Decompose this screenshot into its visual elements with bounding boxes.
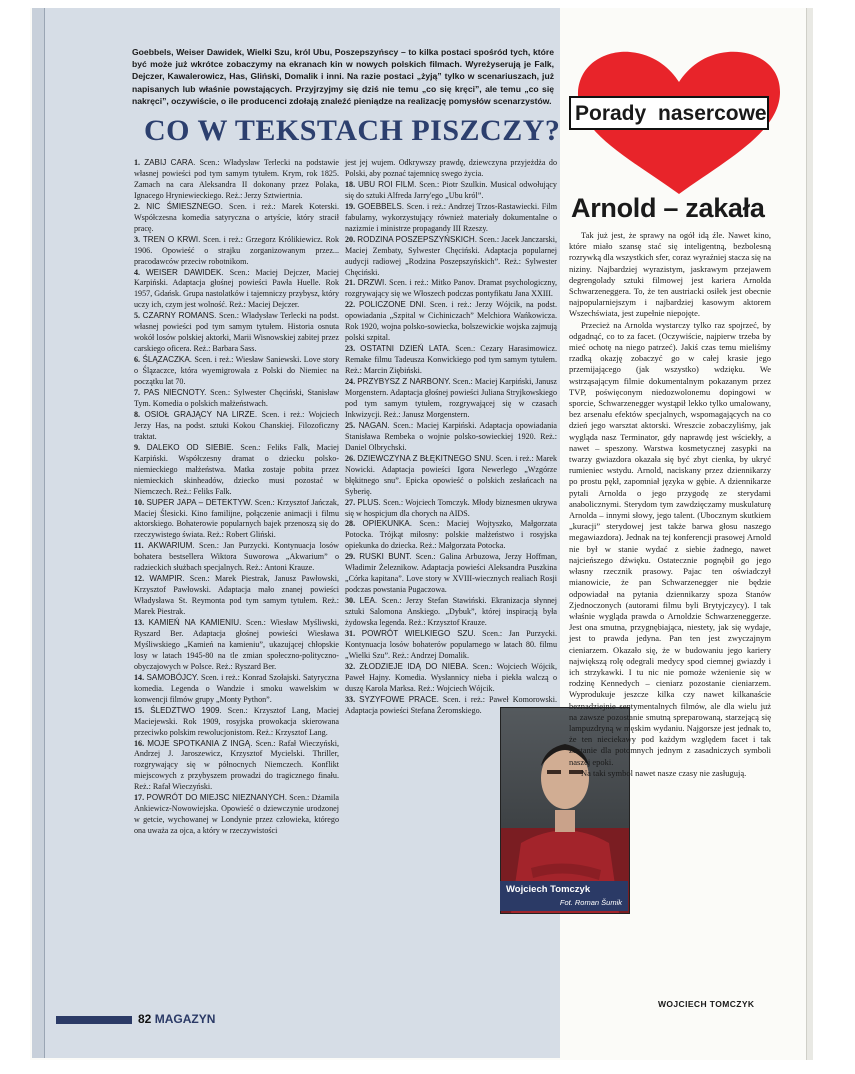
entry-number: 11. [134, 541, 149, 551]
entry-title: AKWARIUM. [148, 541, 195, 551]
entry-body: Scen. i reż.: Andrzej Trzos-Rastawiecki. Film fabularny, wykorzystujący również materiały dokumentalne o nazizmie i ministrze propagandy III Rzeszy. [345, 201, 557, 233]
entry-body: Scen.: Maciej Karpiński, Janusz Morgenstern. Adaptacja głośnej powieści Juliana Stryjkowskiego pod tym samym tytułem, rozgrywającej się w czasach Inkwizycji. Reż.: Janusz Morgenstern. [345, 377, 558, 419]
column-paragraph: Na taki symbol nawet nasze czasy nie zasługują. [581, 767, 747, 778]
entry-body: Scen.: Maciej Karpiński. Adaptacja opowiadania Stanisława Rembeka o wojnie polsko-sowieckiej 1920. Reż.: Daniel Olbrychski. [345, 420, 557, 452]
entry-number: 4. [134, 267, 146, 277]
entry-title: RODZINA POSZEPSZYŃSKICH. [357, 234, 477, 244]
entry-body: Scen.: Cezary Harasimowicz. Remake filmu Tadeusza Konwickiego pod tym samym tytułem. Reż.: Marcin Ziębiński. [345, 344, 558, 376]
entry-number: 2. [134, 201, 147, 211]
article-headline: CO W TEKSTACH PISZCZY? [144, 114, 561, 147]
entry-title: POLICZONE DNI. [358, 300, 426, 310]
film-entry [134, 673, 339, 706]
film-entry [345, 629, 557, 662]
entry-title: UBU ROI FILM. [357, 179, 417, 189]
entry-number: 27. [345, 497, 358, 507]
film-entry [134, 793, 339, 837]
entry-body: Scen. i reż.: Paweł Komorowski. Adaptacja powieści Stefana Żeromskiego. [345, 694, 557, 715]
entry-number: 7. [134, 388, 144, 398]
entry-number: 17. [134, 793, 147, 803]
entry-number: 8. [134, 409, 145, 419]
entry-title: SAMOBÓJCY. [146, 672, 199, 682]
entry-body: Scen. i reż.: Grzegorz Królikiewicz. Rok 1906. Opowieść o strajku zorganizowanym przez... pracodawców przeciw robotnikom. [134, 234, 340, 266]
entry-title: PRZYBYSZ Z NARBONY. [357, 377, 451, 387]
entry-number: 10. [134, 497, 147, 507]
entry-title: OSTATNI DZIEŃ LATA. [360, 344, 451, 354]
entry-number: 31. [345, 628, 362, 638]
entry-body: Scen.: Maciej Dejczer, Maciej Karpiński. Adaptacja głośnej powieści Pawła Huelle. Rok 1957, Gdańsk. Grupa nastolatków i tajemniczy przybysz, który uczy ich, czym jest wolność. Reż.: Maciej Dejczer. [134, 267, 339, 310]
entry-title: TREN O KRWI. [142, 234, 201, 244]
entry-body: Scen. i reż.: Konrad Szołajski. Satyryczna komedia. Legenda o Wandzie i smoku wawelskim w konwencji filmów grupy „Monty Python”. [134, 672, 339, 704]
entry-body: Scen.: Władysław Terlecki na podstawie własnej powieści pod tym samym tytułem. Krym, rok 1825. Zamach na cara Aleksandra II dokonany przez Polaka, Ignacego Hryniewieckiego. Reż.: Jerzy Sztwiertnia. [134, 158, 340, 200]
entry-number: 22. [345, 300, 359, 310]
entry-number: 33. [345, 694, 360, 704]
film-entry [134, 311, 339, 355]
film-entry [345, 454, 557, 498]
column-label-word-1: Porady [575, 102, 647, 125]
page-footer [138, 1012, 215, 1026]
entry-number: 1. [134, 158, 145, 167]
column-body [569, 230, 771, 779]
film-entry [134, 706, 339, 739]
page-edge [806, 8, 813, 1060]
entry-body: Scen.: Marek Piestrak, Janusz Pawłowski, Krzysztof Pawłowski. Adaptacja mało znanej powieści Władysława St. Reymonta pod tym samym tytułem. Reż.: Marek Piestrak. [134, 574, 339, 617]
entry-title: ŚLEDZTWO 1909. [150, 705, 222, 715]
entry-title: SUPER JAPA – DETEKTYW. [146, 497, 253, 507]
entry-body: Scen.: Piotr Szulkin. Musical odwołujący się do sztuki Alfreda Jarry'ego „Ubu król”. [345, 179, 557, 200]
film-entry [345, 596, 557, 629]
entry-number: 19. [345, 201, 358, 211]
entry-title: KAMIEŃ NA KAMIENIU. [148, 618, 242, 628]
entry-number: 12. [134, 574, 150, 584]
entry-body: Scen.: Jacek Janczarski, Maciej Zembaty, Sylwester Chęciński. Adaptacja popularnej audycji radiowej „Rodzina Poszepszyńskich”. Reż.: Sylwester Chęciński. [345, 234, 557, 277]
entry-body: Scen.: Jerzy Stefan Stawiński. Ekranizacja słynnej sztuki Salomona Anskiego. „Dybuk”, której inspiracją była żydowska legenda. Reż.: Krzysztof Krauze. [345, 596, 557, 628]
photo-credit: Fot. Roman Šumik [559, 898, 622, 907]
entry-number: 24. [345, 377, 358, 387]
film-entry [345, 158, 557, 180]
entry-body: Scen. i reż.: Wiesław Saniewski. Love story o Ślązaczce, która wyemigrowała z Polski do Niemiec na początku lat 70. [134, 355, 340, 387]
entry-title: OSIOŁ GRAJĄCY NA LIRZE. [144, 409, 258, 419]
entry-title: ŚLĄZACZKA. [142, 355, 192, 365]
film-entry [134, 410, 339, 443]
entry-title: POWRÓT WIELKIEGO SZU. [361, 628, 476, 638]
entry-title: WEISER DAWIDEK. [145, 267, 224, 277]
entry-body: Scen. i reż.: Marek Koterski. Współczesna komedia satyryczna o artyście, który stracił pracę. [134, 201, 339, 233]
entry-body: jest jej wujem. Odkrywszy prawdę, dziewczyna przyjeżdża do Polski, aby poznać tajemnicę swego życia. [345, 158, 557, 178]
entry-body: Scen.: Wiesław Myśliwski, Ryszard Ber. Adaptacja głośnej powieści Wiesława Myśliwskiego „Kamień na kamieniu”, ukazującej chłopskie losy w latach 1945-80 na tle zmian społeczno-polityczno-obyczajowych w Polsce. Reż.: Ryszard Ber. [134, 618, 340, 671]
entry-title: ZABIJ CARA. [144, 158, 196, 167]
entry-number: 32. [345, 661, 360, 671]
entry-title: OPIEKUNKA. [362, 519, 412, 529]
entry-title: GOEBBELS. [357, 201, 405, 211]
entry-title: ZŁODZIEJE IDĄ DO NIEBA. [359, 661, 469, 671]
entry-title: DRZWI. [357, 278, 387, 288]
film-entry [345, 662, 557, 695]
film-entry [345, 344, 557, 377]
film-entry [345, 377, 557, 421]
left-brow-shape [547, 770, 561, 774]
page-gutter [32, 8, 45, 1058]
entry-title: CZARNY ROMANS. [142, 311, 217, 321]
entry-title: DZIEWCZYNA Z BŁĘKITNEGO SNU. [357, 453, 494, 463]
entry-number: 28. [345, 519, 363, 529]
entry-body: Scen. i reż.: Jerzy Wójcik, na podst. opowiadania „Szpital w Cichiniczach” Melchiora Wańkowicza. Rok 1920, wojna polsko-sowiecka, bolszewickie wojska zajmują polski szpital. [345, 300, 557, 343]
film-entry [345, 235, 557, 279]
entry-title: POWRÓT DO MIEJSC NIEZNANYCH. [146, 793, 287, 803]
page-number: 82 [138, 1012, 152, 1026]
entry-body: Scen.: Feliks Falk, Maciej Karpiński. Współczesny dramat o dziecku polsko-niemieckiego małżeństwa. Matka zostaje pobita przez niemieckich skinheadów, dziecko musi pozostać w Niemczech. Reż.: Feliks Falk. [134, 442, 339, 496]
entry-number: 26. [345, 453, 358, 463]
film-entry [345, 421, 557, 454]
magazine-name: MAGAZYN [154, 1012, 216, 1026]
film-entry [345, 278, 557, 300]
article-column-1 [134, 158, 339, 837]
entry-number: 16. [134, 738, 148, 748]
column-paragraph: Przecież na Arnolda wystarczy tylko raz spojrzeć, by odgadnąć, co to za facet. (Oczywiście, najpierw trzeba by mieć ochotę na niego patrzeć). Jakiś czas temu mieliśmy rzadką okazję zobaczyć go w całej krasie jego przemijającego (jak wszystko) wdzięku. We wstrząsającym filmie dokumentalnym pokazanym przez TVP, poświęconym niedozwolonemu dopingowi w sporcie, Schwarzenegger wystąpił lekko tylko umalowany, bez arsenału efektów specjalnych, wspomagających na co dzień jego warsztat aktorski. Wreszcie zobaczyliśmy, jak wygląda nasz Terminator, gdy naprawdę jest wściekły, a nawet – speszony. Warstwa kosmetycznej zasypki na twarzy gwiazdora okazała się być zbyt cienka, by ukryć rumieniec wstydu. Arnold, naciskany przez dziennikarzy po prostu pękł, zapomniał języka w gębie. A dziennikarze pytali Arnolda o jego przygodę ze sterydami anabolicznymi. Sterydom tym zawdzięczamy muskulaturę Arnolda – innymi słowy, jego talent. (Ubocznym skutkiem „kuracji” sterydowej jest także barwa głosu naszego megawiazdora). Jednak na tej konferencji prasowej Arnold nie był w stanie wydać z siebie żadnego, nawet najcieńszego dźwięku. Ostatecznie pognębił go jego własny rzecznik prasowy. Pajac ten oświadczył mianowicie, że pan Schwarzenegger nie będzie odpowiadał na pytania dziennikarzy spoza Stanów Zjednoczonych (autorami filmu byli Brytyjczycy). I tak właśnie wygląda prawda o Arnoldzie Schwarzeneggerze. Jest ona smutna, przygnębiająca, niestety, jak się wydaje, jest to prawda jedyna. Pan ten jest zwyczajnym cieniarzem. Okazało się, że w budowaniu jego kariery największą rolę odegrali medycy spod ciemnej gwiazdy i ich strzykawki. I tu nic nie pomoże wżenienie się w rodzinę Kennedych – cieniarz pozostanie cieniarzem. Wyprodukuje jeszcze kilka czy nawet kilkanaście beznadziejnie sentymentalnych filmów, ale dla wielu już na zawsze pozostanie smutną spreparowaną, starzejącą się lampuzdryną w męskim wydaniu. Najgorsze jest jednak to, że ten nieciekawy pod każdym względem facet i tak zostanie dla potomnych jednym z zasadniczych symboli naszej epoki. [569, 319, 771, 767]
entry-number: 29. [345, 552, 360, 562]
film-entry [345, 300, 557, 344]
entry-body: Scen.: Jan Purzycki. Kontynuacja losów bohaterów popularnego w latach 80. filmu „Wielki Szu”. Reż.: Andrzej Domalik. [345, 628, 557, 660]
entry-number: 30. [345, 596, 360, 606]
film-entry [134, 443, 339, 498]
footer-bar [56, 1016, 132, 1024]
entry-number: 25. [345, 420, 359, 430]
film-entry [345, 180, 557, 202]
film-entry [134, 202, 339, 235]
entry-title: RUSKI BUNT. [359, 552, 412, 562]
entry-number: 15. [134, 705, 151, 715]
entry-body: Scen.: Sylwester Chęciński, Stanisław Tym. Komedia o polskich małżeństwach. [134, 388, 340, 408]
column-paragraph: Tak już jest, że sprawy na ogół idą źle. Nawet kino, które miało szansę stać się inteligentną, bezbolesną rozrywką dla wszystkich sfer, coraz wyraźniej stacza się na niziny. Najbardziej wyrazistym, jaskrawym przejawem degrengolady sztuki filmowej jest kariera Arnolda Schwarzeneggera. To, że ten austriacki osiłek jest obecnie najpopularniejszym i najbardziej kasowym aktorem Wszechświata, jest zupełnie niepojęte. [569, 230, 771, 319]
entry-title: PLUS. [357, 497, 381, 507]
entry-title: MOJE SPOTKANIA Z INGĄ. [147, 738, 253, 748]
entry-body: Scen.: Galina Arbuzowa, Jerzy Hoffman, Władimir Żeleznikow. Adaptacja powieści Aleksandra Puszkina „Córka kapitana”. Love story w XVIII-wiecznych realiach Rosji podczas powstania Pugaczowa. [345, 552, 557, 595]
photo-caption [500, 881, 628, 911]
neck-shape [555, 810, 575, 832]
entry-title: PAS NIECNOTY. [143, 388, 207, 398]
entry-title: WAMPIR. [149, 574, 185, 584]
entry-title: DALEKO OD SIEBIE. [146, 442, 234, 452]
photo-caption-name: Wojciech Tomczyk [506, 884, 591, 895]
film-entry [134, 739, 339, 794]
film-entry [134, 268, 339, 312]
entry-title: LEA. [359, 596, 378, 606]
film-entry [134, 498, 339, 542]
entry-number: 20. [345, 234, 358, 244]
entry-body: Scen.: Rafał Wieczyński, Andrzej J. Jaroszewicz, Krzysztof Mycielski. Thriller, rozgrywający się w północnych Niemczech. Konflikt miejscowych z przybyszem prowadzi do tragicznego finału. Reż.: Rafał Wieczyński. [134, 738, 339, 792]
film-entry [345, 519, 557, 552]
film-entry [134, 388, 339, 410]
entry-number: 23. [345, 344, 361, 354]
entry-body: Scen.: Maciej Wojtyszko, Małgorzata Potocka. Trójkąt miłosny: polskie małżeństwo i rosyjska opiekunka do dziecka. Reż.: Małgorzata Potocka. [345, 519, 558, 551]
entry-body: Scen.: Dżamila Ankiewicz-Nowowiejska. Opowieść o dziewczynie urodzonej w getcie, wychowanej w Londynie przez człowieka, którego ona uważa za ojca, a który w rzeczywistości [134, 793, 339, 836]
article-column-2 [345, 158, 557, 717]
entry-number: 5. [134, 311, 143, 321]
film-entry [345, 202, 557, 235]
entry-body: Scen.: Jan Purzycki. Kontynuacja losów bohatera bestsellera Wiktora Suworowa „Akwarium” o radzieckich służbach specjalnych. Reż.: Antoni Krauze. [134, 541, 339, 573]
entry-number: 14. [134, 672, 147, 682]
entry-number: 3. [134, 234, 143, 244]
entry-title: NAGAN. [358, 420, 390, 430]
entry-body: Scen. i reż.: Marek Nowicki. Adaptacja powieści Igora Newerlego „Wzgórze błękitnego snu”. Epicka opowieść o polskich zesłańcach na Syberię. [345, 453, 558, 496]
film-entry [134, 158, 339, 202]
column-label [569, 96, 769, 130]
entry-body: Scen. i reż.: Mitko Panov. Dramat psychologiczny, rozgrywający się we Włoszech podczas pontyfikatu Jana XXIII. [345, 278, 557, 299]
column-title: Arnold – zakała [571, 193, 765, 223]
entry-number: 6. [134, 355, 143, 365]
entry-body: Scen.: Krzysztof Jańczak, Maciej Ślesicki. Kino familijne, połączenie animacji i filmu aktorskiego. Bohaterowie popularnych bajek przenoszą się do rzeczywistego świata. Reż.: Robert Gliński. [134, 497, 340, 540]
film-entry [134, 235, 339, 268]
entry-number: 18. [345, 179, 358, 189]
film-entry [134, 541, 339, 574]
entry-body: Scen.: Wojciech Wójcik, Paweł Hajny. Komedia. Wysłannicy nieba i piekła walczą o duszę Karola Marksa. Reż.: Wojciech Wójcik. [345, 661, 557, 693]
entry-body: Scen.: Wojciech Tomczyk. Młody biznesmen ukrywa się w hospicjum dla chorych na AIDS. [345, 497, 557, 518]
film-entry [345, 552, 557, 596]
film-entry [345, 498, 557, 520]
entry-number: 9. [134, 442, 147, 452]
film-entry [134, 355, 339, 388]
film-entry [134, 618, 339, 673]
article-intro: Goebbels, Weiser Dawidek, Wielki Szu, król Ubu, Poszepszyńscy – to kilka postaci spośród tych, które być może już wkrótce zobaczymy na ekranach kin w nowych polskich filmach. Wyreżyserują je Falk, Dejczer, Kawalerowicz, Has, Gliński, Domalik i inni. Na razie postaci „żyją” tylko w scenariuszach, już napisanych lub właśnie powstających. Przyjrzyjmy się dziś nie temu „co się kręci”, ale temu „co się nakręci”, oczywiście, o ile producenci zdołają znaleźć pieniądze na realizację pomysłów scenarzystów. [132, 47, 554, 106]
entry-body: Scen.: Władysław Terlecki na podst. własnej powieści pod tym samym tytułem. Historia osnuta wokół losów polskiej aktorki, Marii Wisnowskiej zabitej przez carskiego oficera. Reż.: Barbara Sass. [134, 311, 340, 354]
column-label-word-2: nasercowe [658, 102, 767, 125]
entry-number: 13. [134, 618, 149, 628]
author-signature: WOJCIECH TOMCZYK [658, 999, 755, 1009]
entry-body: Scen.: Krzysztof Lang, Maciej Maciejewski. Rok 1909, rosyjska prowokacja skierowana przeciwko polskim rewolucjonistom. Reż.: Krzysztof Lang. [134, 705, 339, 737]
entry-number: 21. [345, 278, 358, 288]
entry-title: NIC ŚMIESZNEGO. [146, 201, 223, 211]
entry-body: Scen. i reż.: Wojciech Jerzy Has, na podst. sztuki Kokou Chanskiej. Filozoficzny traktat. [134, 409, 339, 441]
entry-title: SYZYFOWE PRACE. [359, 694, 439, 704]
film-entry [134, 574, 339, 618]
